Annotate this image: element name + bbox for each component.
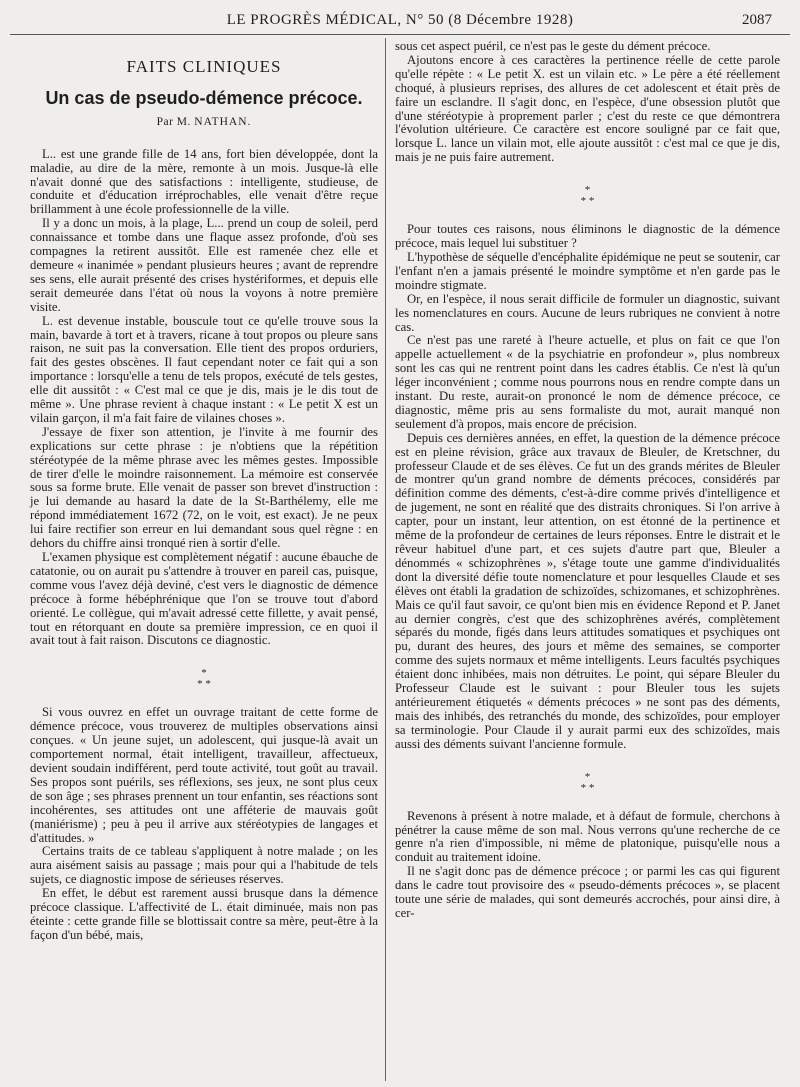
right-column: [395, 40, 780, 921]
paragraph: Depuis ces dernières années, en effet, la question de la démence précoce est en pleine révision, grâce aux travaux de Bleuler, de Kretschner, du professeur Claude et de ses élèves. Ce fut un des grands mérites de Bleuler de montrer qu'un grand nombre de déments précoces, considérés par définition comme des déments, c'est-à-dire comme privés d'intelligence et de jugement, ne sont en réalité que des distraits chroniques. Si l'on arrive à capter, pour un instant, leur attention, on est étonné de la pertinence et même de la profondeur de certaines de leurs réponses. Entre le distrait et le rêveur habituel d'une part, et ces sujets d'autre part que, Bleuler a dénommés « schizophrènes », s'étage toute une gamme d'individualités dont la diversité défie toute nomenclature et pour lesquelles Claude et ses élèves ont établi la gradation de schizoïdes, schizomanes, et schizophrènes. Mais ce qu'il faut savoir, ce qu'ont bien mis en évidence Repond et P. Janet au dernier congrès, c'est que des schizophrènes avérés, complètement séparés du monde, figés dans leurs attitudes somatiques et psychiques ont pu, durant des heures, des jours et même des semaines, se comporter comme des sujets normaux et même intelligents. Leurs facultés psychiques étaient donc inhibées, mais non détruites. Le point, qui sépare Bleuler du Professeur Claude est le suivant : pour Bleuler tous les sujets antérieurement étiquetés « déments précoces » ne sont pas des déments, mais des inhibés, des retranchés du monde, des schizoïdes, pour employer sa terminologie. Pour Claude il y aurait parmi eux des schizoïdes, mais aussi des déments suivant l'ancienne formule.: [395, 430, 780, 751]
asterism-separator: * * *: [580, 184, 595, 208]
paragraph: L'examen physique est complètement négatif : aucune ébauche de catatonie, ou on aurait pu s'attendre à trouver en pareil cas, puisque, comme vous l'avez déjà deviné, c'est vers le diagnostic de démence précoce à forme hébéphrénique que l'on se trouve tout d'abord orienté. Le collègue, qui m'avait adressé cette fillette, y avait pensé, tout en rétorquant en doute sa première impression, ce en quoi il avait tout à fait raison. Discutons ce diagnostic.: [30, 550, 378, 648]
paragraph: Ajoutons encore à ces caractères la pertinence réelle de cette parole qu'elle répète : « Le petit X. est un vilain etc. » Le père a été réellement choqué, à plusieurs reprises, des allures de cet adolescent et était près de faire un esclandre. Il s'agit donc, en l'espèce, d'une obsession plutôt que d'une stéréotypie à proprement parler ; c'est du reste ce que démontrera l'évolution ultérieure. Ce caractère est encore souligné par ce fait que, lorsque L. lance un vilain mot, elle ajoute aussitôt : c'est mal ce que je dis, mais je ne puis faire autrement.: [395, 52, 780, 165]
paragraph: sous cet aspect puéril, ce n'est pas le geste du dément précoce.: [395, 39, 711, 53]
paragraph: Il ne s'agit donc pas de démence précoce ; or parmi les cas qui figurent dans le cadre tout provisoire des « pseudo-déments précoces », se placent toute une série de malades, qui sont demeurés accrochés, pour ainsi dire, à cer-: [395, 864, 780, 920]
author-line: [30, 116, 378, 130]
column-divider: [385, 38, 386, 1081]
article-title: Un cas de pseudo-démence précoce.: [45, 87, 363, 108]
paragraph: Revenons à présent à notre malade, et à défaut de formule, cherchons à pénétrer la cause même de son mal. Nous verrons qu'une recherche de ce genre n'a rien d'impossible, ni même de platonique, puisqu'elle nous a conduit au traitement idoine.: [395, 808, 780, 865]
paragraph: Si vous ouvrez en effet un ouvrage traitant de cette forme de démence précoce, vous trouverez de multiples observations ainsi conçues. « Un jeune sujet, un adolescent, qui jusque-là avait un comportement normal, était intelligent, travailleur, affectueux, devient soudain indifférent, perd toute activité, tout goût au travail. Ses propos sont puérils, ses réflexions, ses jeux, ne sont plus ceux de son âge ; ses phrases prennent un tour enfantin, ses réactions sont incohérentes, ses attitudes ont une afféterie de mauvais goût (maniérisme) ; peu à peu il arrive aux stéréotypies de langages et d'attitudes. »: [30, 705, 378, 845]
page-number: 2087: [742, 12, 772, 28]
asterism-separator: * * *: [197, 667, 211, 691]
paragraph: Pour toutes ces raisons, nous éliminons le diagnostic de la démence précoce, mais lequel lui substituer ?: [395, 222, 780, 251]
paragraph: L.. est une grande fille de 14 ans, fort bien développée, dont la maladie, au dire de la mère, remonte à un mois. Jusque-là elle n'avait donné que des satisfactions : intelligente, studieuse, de conduite et d'éducation irréprochables, elle venait d'être reçue brillamment à une école professionnelle de la ville.: [30, 146, 378, 217]
section-heading: FAITS CLINIQUES: [126, 57, 282, 76]
paragraph: Certains traits de ce tableau s'appliquent à notre malade ; on les aura aisément saisis au passage ; mais pour qui a l'habitude de tels sujets, ce diagnostic impose de sérieuses réserves.: [30, 844, 378, 887]
left-column: [30, 40, 378, 943]
running-header: [20, 12, 780, 34]
paragraph: J'essaye de fixer son attention, je l'invite à me fournir des explications sur cette phrase : je n'obtiens que la répétition stéréotypée de la même phrase avec les mêmes gestes. Impossible de tirer d'elle le moindre raisonnement. La mémoire est conservée sous sa forme brute. Elle venait de passer son brevet d'instruction : je lui demande au hasard la date de la St-Barthélemy, elle me répond immédiatement 1672 (72, on le voit, est exact). Je ne peux lui faire rectifier son erreur en lui demandant sous quel règne : en dehors du chiffre ainsi tronqué rien à sortir d'elle.: [30, 424, 378, 551]
paragraph: L. est devenue instable, bouscule tout ce qu'elle trouve sous la main, bavarde à tort et à travers, ricane à tout propos ou pleure sans raison, ne suit pas la conversation. Elle tient des propos orduriers, fait des gestes obscènes. Il faut cependant noter ce fait qui a son importance : lorsqu'elle a tenu de tels propos, exécuté de tels gestes, elle dit aussitôt : « C'est mal ce que je dis, mais je le dis tout de même ». Une phrase revient à chaque instant : « Le petit X est un vilain garçon, il m'a fait faire de vilaines choses ».: [30, 313, 378, 425]
journal-header-title: LE PROGRÈS MÉDICAL, N° 50 (8 Décembre 1928): [226, 12, 574, 28]
paragraph: Il y a donc un mois, à la plage, L... prend un coup de soleil, perd connaissance et tombe dans une flaque assez profonde, d'où ses compagnes la retirent aussitôt. Elle est ramenée chez elle et demeure « inanimée » pendant plusieurs heures ; avant de reprendre ses sens, elle aurait présenté des crises hystériformes, et depuis elle serait demeurée dans l'état où nous la voyons à notre première visite.: [30, 216, 378, 314]
paragraph: En effet, le début est rarement aussi brusque dans la démence précoce classique. L'affectivité de L. était diminuée, mais non pas éteinte : cette grande fille se blottissait contre sa mère, peut-être à la façon d'un bébé, mais,: [30, 886, 378, 942]
author-name: NATHAN.: [194, 115, 252, 128]
author-prefix: Par M.: [156, 115, 191, 128]
header-rule: [10, 34, 790, 35]
paragraph: Or, en l'espèce, il nous serait difficile de formuler un diagnostic, suivant les nomenclatures en cours. Aucune de leurs rubriques ne convient à notre cas.: [395, 291, 780, 334]
paragraph: L'hypothèse de séquelle d'encéphalite épidémique ne peut se soutenir, car l'enfant n'en a jamais présenté le moindre symptôme et n'en garde pas le moindre stigmate.: [395, 249, 780, 292]
paragraph: Ce n'est pas une rareté à l'heure actuelle, et plus on fait ce que l'on appelle actuellement « de la psychiatrie en profondeur », plus nombreux sont les cas qui ne rentrent point dans les cadres établis. Ce n'est là qu'un léger inconvénient ; comme nous pourrons nous en rendre compte dans un instant. Du reste, aurait-on prononcé le nom de démence précoce, ce diagnostic, même pris au sens formaliste du mot, aurait manqué non seulement d'à propos, mais encore de précision.: [395, 333, 780, 431]
asterism-separator: * * *: [580, 770, 595, 794]
